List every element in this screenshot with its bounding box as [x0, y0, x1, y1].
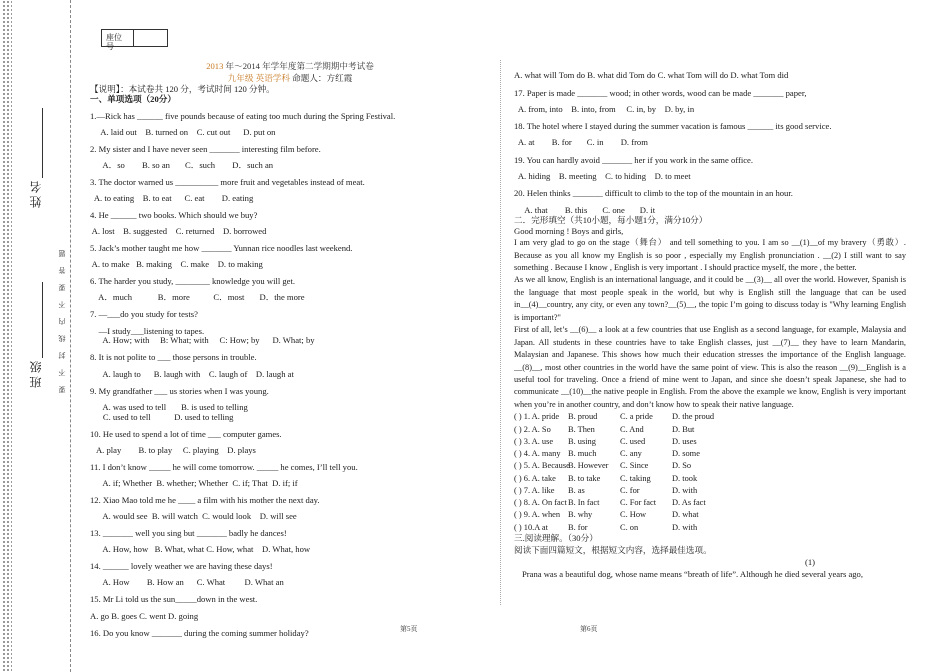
cloze-option-a: ( ) 8. A. On fact [514, 498, 567, 508]
reading-heading: 三.阅读理解。（30分） [514, 532, 598, 543]
cloze-option-row [514, 509, 906, 521]
exam-title-text: 年～2014 年学年度第二学期期中考试卷 [223, 61, 374, 71]
question-text: 2. My sister and I have never seen _______ interesting film before. [90, 143, 321, 154]
question-options: A. How B. How an C. What D. What an [90, 577, 284, 588]
cloze-heading: 二．完形填空（共10小题，每小题1分，满分10分） [514, 215, 708, 226]
question-text: 5. Jack’s mother taught me how _______ Yunnan rice noodles last weekend. [90, 243, 353, 254]
question-text: 6. The harder you study, ________ knowledge you will get. [90, 276, 296, 287]
cloze-passage [514, 237, 906, 411]
author: 命题人：方红霞 [290, 72, 353, 83]
exam-subtitle [90, 74, 490, 84]
exam-title [90, 62, 490, 72]
question-options: —I study___listening to tapes. A. How; with B: What; with C: How; by D. What; by [98, 325, 315, 346]
seat-number-field[interactable] [134, 30, 167, 46]
cloze-option: D. what [672, 510, 699, 520]
reading-first-line: Prana was a beautiful dog, whose name means “breath of life”. Although he died several years ago, [522, 568, 864, 579]
cloze-option: C. How [620, 510, 647, 520]
left-question-list [90, 112, 490, 640]
question-text: 4. He ______ two books. Which should we buy? [90, 210, 258, 221]
cloze-option-a: ( ) 3. A. use [514, 436, 554, 446]
cloze-option: B. Then [568, 424, 595, 434]
binding-strip [0, 0, 66, 672]
exam-year: 2013 [206, 61, 224, 71]
seat-number-box [101, 29, 168, 52]
seal-line-warning: 要不封线内不要答题 [58, 240, 66, 393]
question-options: A. to eating B. to eat C. eat D. eating [90, 193, 254, 203]
question-text: 20. Helen thinks _______ difficult to climb to the top of the mountain in an hour. [514, 188, 793, 199]
question-text: 8. It is not polite to ___ those persons in trouble. [90, 352, 257, 363]
question-options: A．so B. so an C．such D．such an [90, 159, 274, 170]
cloze-option: D. uses [672, 436, 697, 446]
question-options: A. to make B. making C. make D. to making [90, 259, 263, 270]
instructions-note: 【说明】：本试卷共 120 分，考试时间 120 分钟。 [90, 83, 275, 94]
cloze-option-a: ( ) 6. A. take [514, 473, 556, 483]
class-label: 班级 [29, 358, 43, 388]
right-question-list [514, 71, 906, 215]
question-text: 16. Do you know _______ during the coming summer holiday? [90, 628, 309, 639]
seat-number-label: 座位号 [102, 30, 134, 46]
cloze-option: D. some [672, 449, 700, 459]
page-number-right: 第6页 [580, 625, 598, 633]
cloze-option: D. with [672, 485, 698, 495]
cloze-option-row [514, 424, 906, 436]
cloze-option: C. taking [620, 473, 651, 483]
cloze-option: B. much [568, 449, 597, 459]
question-text: 14. ______ lovely weather we are having these days! [90, 561, 273, 572]
question-text: 3. The doctor warned us __________ more fruit and vegetables instead of meat. [90, 176, 365, 187]
question-options: A. laugh to B. laugh with C. laugh of D. laugh at [90, 368, 294, 379]
class-line [42, 282, 43, 358]
question-text: 11. I don’t know _____ he will come tomorrow. _____ he comes, I’ll tell you. [90, 461, 358, 472]
cloze-option: B. In fact [568, 498, 600, 508]
grade: 九年级 [227, 72, 254, 83]
cloze-option: B. to take [568, 473, 601, 483]
cloze-option-a: ( ) 1. A. pride [514, 412, 560, 422]
cloze-option: D. the proud [672, 412, 715, 422]
cloze-option-row [514, 473, 906, 485]
question-options: A. How, how B. What, what C. How, what D. What, how [90, 544, 311, 554]
question-text: A. what will Tom do B. what did Tom do C. what Tom will do D. what Tom did [514, 70, 789, 81]
cloze-option: B. for [568, 522, 588, 532]
question-options: A．much B．more C．most D．the more [90, 292, 305, 303]
cloze-option-a: ( ) 10.A at [514, 522, 548, 532]
page-number-left: 第5页 [400, 625, 418, 633]
right-column [514, 64, 906, 579]
cloze-option-a: ( ) 7. A. like [514, 485, 555, 495]
question-options: A. was used to tell B. is used to telling C. used to tell D. used to telling [102, 401, 248, 422]
cloze-option: C. Since [620, 461, 649, 471]
cloze-option: D. with [672, 522, 698, 532]
cloze-option: C. on [620, 522, 639, 532]
question-text: 13. _______ well you sing but _______ badly he dances! [90, 527, 287, 538]
cloze-option-row [514, 411, 906, 423]
subject: 英语学科 [253, 72, 290, 83]
cloze-option: D. As fact [672, 498, 706, 508]
question-text: 15. Mr Li told us the sun_____down in the west. [90, 594, 258, 605]
section-1-heading: 一、单项选项（20分） [90, 93, 176, 104]
question-options: A. play B. to play C. playing D. plays [90, 444, 256, 455]
cloze-option: B. proud [568, 412, 598, 422]
question-text: 9. My grandfather ___ us stories when I was young. [90, 385, 269, 396]
question-text: 7. —___do you study for tests? [90, 309, 198, 320]
name-line [42, 108, 43, 178]
cloze-option: D. took [672, 473, 698, 483]
cloze-paragraph: First of all, let’s __(6)__ a look at a few countries that use English as a second language, for example, Malaysia and Japan. All students in these countries have to take English classes, just __(7)__ they have to learn Mandarin, Malaysian and Japanese. This shows how much their education stresses the importance of the English language. __(8)__, most other countries in the world have the same point of view. This is also the reason __(9)__English is a useful tool for traveling. Once a friend of mine went to Japan, and since she doesn’t speak Japanese, she had to communicate __(10)__the native people in English. From the above the example we know, English is very important when you’re in another country, and don’t know how to speak their native language. [514, 325, 906, 409]
cloze-option: C. For fact [620, 498, 657, 508]
question-options: A. if; Whether B. whether; Whether C. if; That D. if; if [90, 477, 298, 488]
cloze-option: C. used [620, 436, 646, 446]
cloze-option-row [514, 460, 906, 472]
cloze-option: D. So [672, 461, 692, 471]
cloze-greeting: Good morning ! Boys and girls, [514, 226, 624, 237]
question-text: 19. You can hardly avoid _______ her if you work in the same office. [514, 154, 753, 165]
cloze-option: C. any [620, 449, 642, 459]
cloze-option: B. as [568, 485, 585, 495]
left-column [90, 62, 490, 639]
cloze-option: B. However [568, 461, 609, 471]
name-label: 姓名 [29, 178, 43, 208]
cloze-option: C. And [620, 424, 644, 434]
cloze-option: C. a pride [620, 412, 653, 422]
cloze-option: D. But [672, 424, 695, 434]
reading-instruction: 阅读下面四篇短文，根据短文内容，选择最佳选项。 [514, 544, 712, 555]
binding-line [70, 0, 71, 672]
question-text: 18. The hotel where I stayed during the summer vacation is famous ______ its good service. [514, 121, 832, 132]
cloze-option-row [514, 448, 906, 460]
cloze-option: B. why [568, 510, 593, 520]
cloze-options [514, 411, 906, 534]
cloze-option-a: ( ) 2. A. So [514, 424, 551, 434]
question-options: A. would see B. will watch C. would look D. will see [90, 510, 297, 521]
cloze-option-row [514, 497, 906, 509]
cloze-option-a: ( ) 5. A. Because [514, 461, 570, 471]
cloze-option: C. for [620, 485, 640, 495]
reading-number: (1) [804, 556, 816, 567]
question-options: A. from, into B. into, from C. in, by D. by, in [514, 103, 695, 114]
question-options: A. lost B. suggested C. returned D. borrowed [90, 226, 267, 237]
question-text: 10. He used to spend a lot of time ___ computer games. [90, 428, 282, 439]
question-text: 1.—Rick has ______ five pounds because of eating too much during the Spring Festival. [90, 110, 396, 121]
question-options: A. laid out B. turned on C. cut out D. put on [90, 126, 276, 137]
cloze-option-a: ( ) 9. A. when [514, 510, 561, 520]
cloze-option-row [514, 436, 906, 448]
question-options: A. hiding B. meeting C. to hiding D. to meet [514, 170, 691, 181]
question-options: A. at B. for C. in D. from [514, 137, 648, 148]
perforation-dots [2, 0, 12, 672]
cloze-option-a: ( ) 4. A. many [514, 449, 561, 459]
question-text: 17. Paper is made _______ wood; in other words, wood can be made _______ paper, [514, 87, 807, 98]
cloze-paragraph: I am very glad to go on the stage（舞台） and tell something to you. I am so __(1)__of my bravery（勇敢）. Because as you all know my English is so poor , especially my English pronunciation . __(2) I still want to say something . Because I know , English is very important . I should practice myself, the more , the better. [514, 238, 906, 273]
question-text: 12. Xiao Mao told me he ____ a film with his mother the next day. [90, 494, 320, 505]
cloze-paragraph: As we all know, English is an international language, and it could be __(3)__ all over the world. However, Spanish is the language that most people speak in the world, but why is English still the language that can be used in__(4)__country, any city, or even any town?__(5)__, the topic I’m going to discuss today is "Why learning English is important?" [514, 275, 906, 322]
question-text: A. go B. goes C. went D. going [90, 611, 199, 622]
cloze-option: B. using [568, 436, 596, 446]
page-divider [500, 60, 501, 605]
question-options: A. that B. this C. one D. it [514, 204, 656, 215]
cloze-option-row [514, 485, 906, 497]
